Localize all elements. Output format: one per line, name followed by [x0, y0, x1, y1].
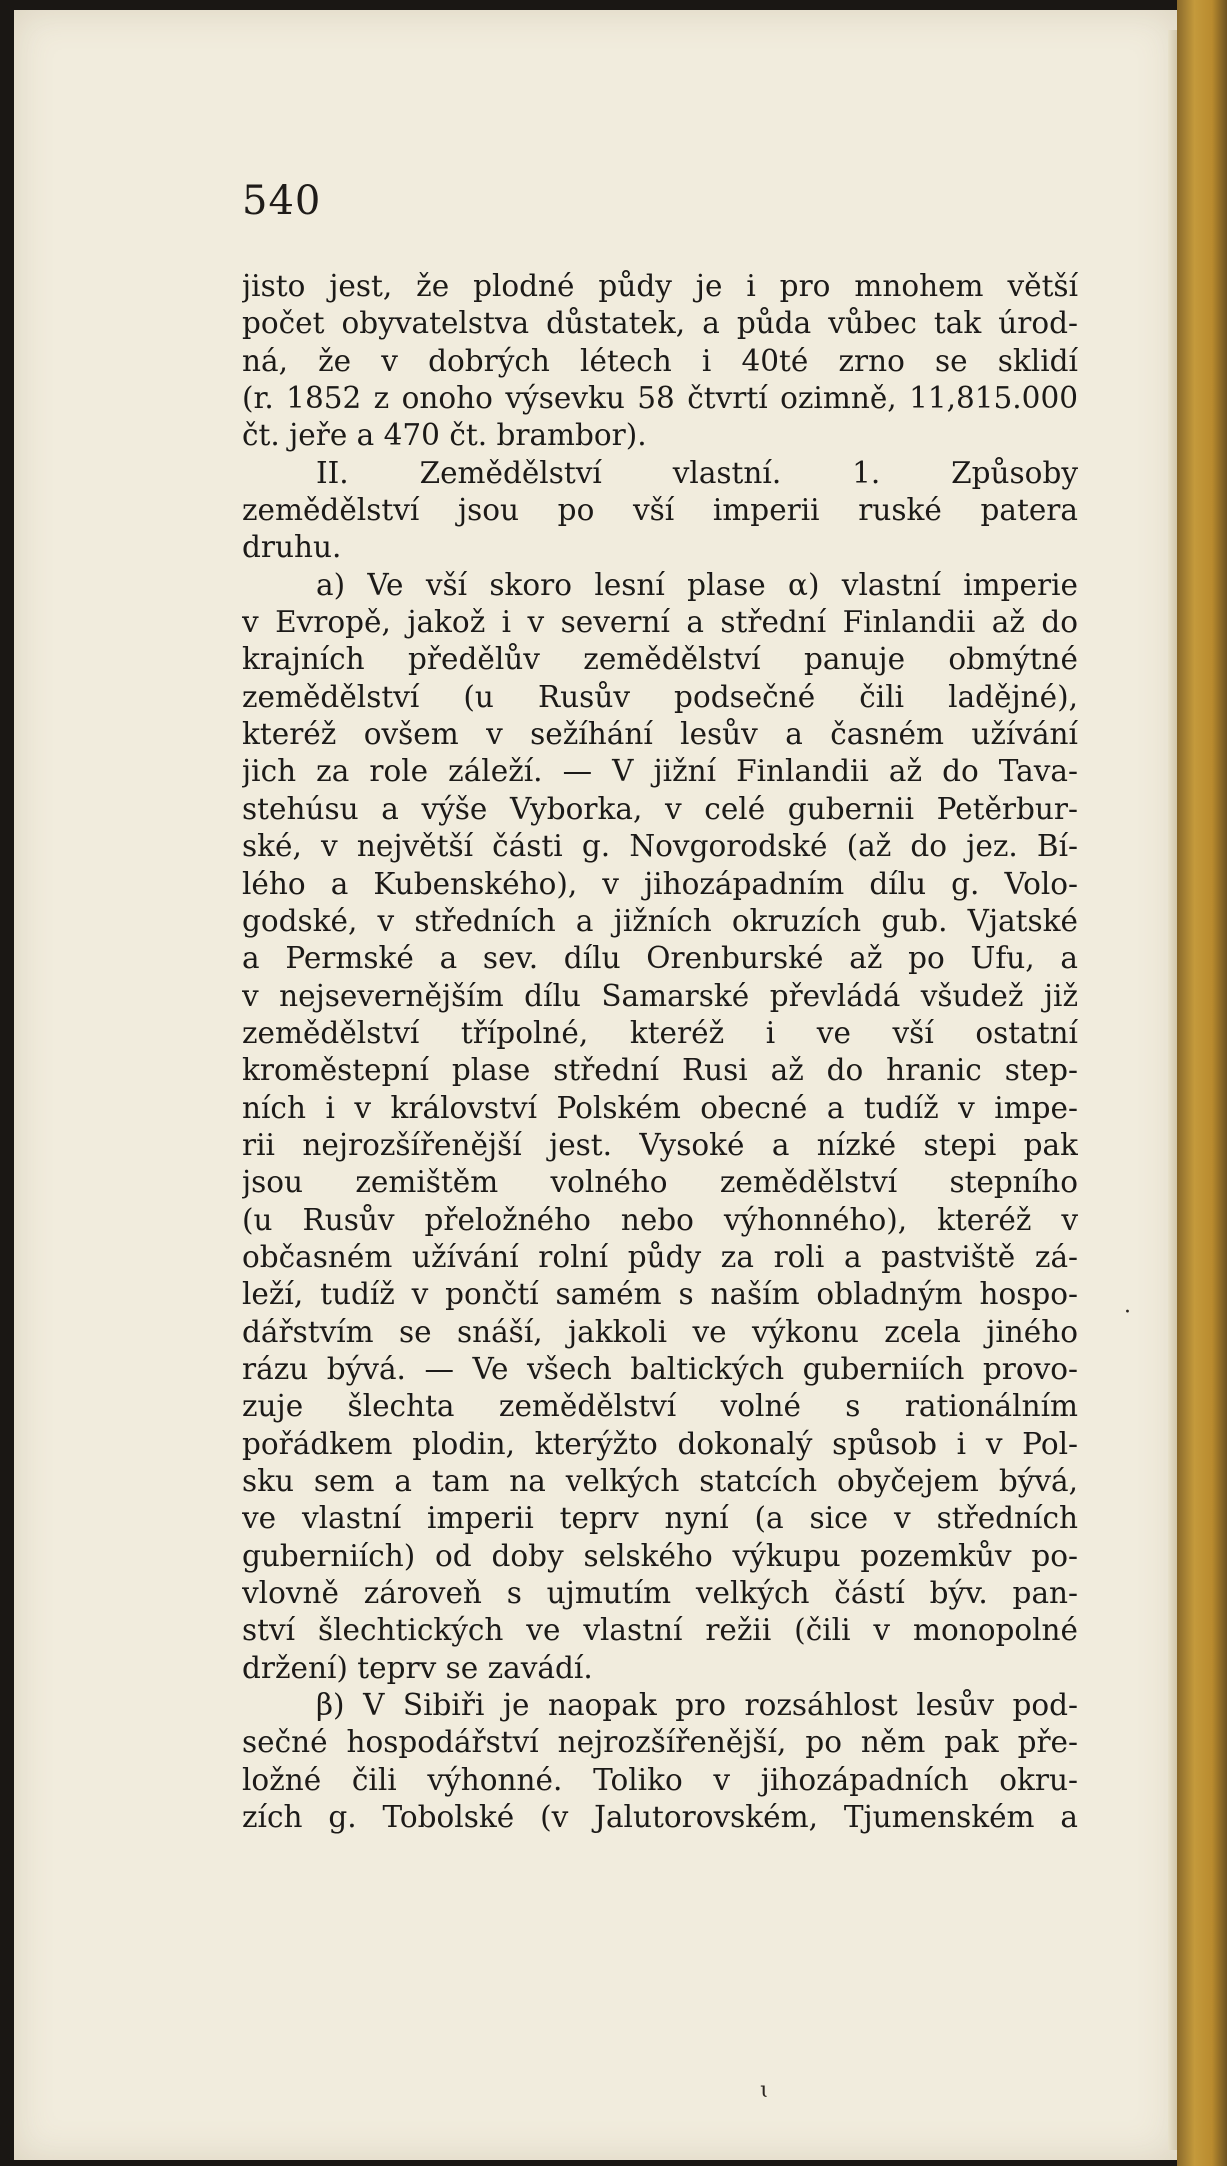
page-number: 540 — [242, 178, 322, 224]
text-line: sku sem a tam na velkých statcích obyčejem bývá, — [242, 1464, 1078, 1498]
text-line: v Evropě, jakož i v severní a střední Finlandii až do — [242, 605, 1078, 640]
text-line: zemědělství (u Rusův podsečné čili ladějné), — [242, 679, 1078, 714]
text-line: II. Zemědělství vlastní. 1. Způsoby — [316, 455, 1078, 490]
text-line: dářstvím se snáší, jakkoli ve výkonu zcela jiného — [242, 1314, 1078, 1349]
text-line: godské, v středních a jižních okruzích gub. Vjatské — [242, 903, 1078, 938]
text-line: ské, v největší části g. Novgorodské (až do jez. Bí- — [242, 829, 1078, 864]
text-line: a Permské a sev. dílu Orenburské až po Ufu, a — [242, 941, 1078, 976]
text-line: ních i v království Polském obecné a tudíž v impe- — [242, 1090, 1078, 1125]
text-line: jisto jest, že plodné půdy je i pro mnohem větší — [242, 269, 1078, 303]
text-line: lého a Kubenského), v jihozápadním dílu g. Volo- — [242, 866, 1078, 901]
text-line: ství šlechtických ve vlastní režii (čili v monopolné — [242, 1613, 1078, 1648]
text-line: krajních předělův zemědělství panuje obmýtné — [242, 642, 1078, 677]
text-line: zemědělství třípolné, kteréž i ve vší ostatní — [242, 1015, 1078, 1050]
text-line: guberniích) od doby selského výkupu pozemkův po- — [242, 1538, 1078, 1573]
stray-ink-mark-bottom: ɩ — [760, 2078, 769, 2103]
text-line: občasném užívání rolní půdy za roli a pastviště zá- — [242, 1239, 1078, 1274]
text-line: v nejsevernějším dílu Samarské převládá všudež již — [242, 978, 1078, 1013]
text-line: držení) teprv se zavádí. — [242, 1650, 593, 1685]
text-line: (r. 1852 z onoho výsevku 58 čtvrtí ozimně, 11,815.000 — [242, 381, 1078, 416]
text-line: ve vlastní imperii teprv nyní (a sice v středních — [242, 1501, 1078, 1536]
text-line: jsou zemištěm volného zemědělství stepního — [242, 1165, 1078, 1200]
stray-ink-mark: · — [1124, 1300, 1131, 1325]
text-line: rii nejrozšířenější jest. Vysoké a nízké stepi pak — [242, 1127, 1078, 1162]
text-line: leží, tudíž v pončtí samém s naším obladným hospo- — [242, 1277, 1078, 1312]
text-line: rázu bývá. — Ve všech baltických guberniích provo- — [242, 1351, 1078, 1386]
text-line: druhu. — [242, 530, 342, 565]
text-line: počet obyvatelstva důstatek, a půda vůbec tak úrod- — [242, 306, 1078, 341]
text-line: β) V Sibiři je naopak pro rozsáhlost lesův pod- — [316, 1688, 1078, 1723]
text-line: kroměstepní plase střední Rusi až do hranic step- — [242, 1053, 1078, 1088]
text-line: sečné hospodářství nejrozšířenější, po něm pak pře- — [242, 1725, 1078, 1760]
text-line: zuje šlechta zemědělství volné s rationálním — [242, 1389, 1078, 1424]
body-text — [242, 268, 1078, 1836]
text-line: čt. jeře a 470 čt. brambor). — [242, 418, 647, 453]
text-line: a) Ve vší skoro lesní plase α) vlastní imperie — [316, 567, 1078, 602]
text-line: stehúsu a výše Vyborka, v celé gubernii Petěrbur- — [242, 791, 1078, 826]
text-line: ná, že v dobrých létech i 40té zrno se sklidí — [242, 343, 1078, 378]
text-line: kteréž ovšem v sežíhání lesův a časném užívání — [242, 717, 1078, 752]
text-line: (u Rusův přeložného nebo výhonného), kteréž v — [242, 1202, 1078, 1237]
text-line: zemědělství jsou po vší imperii ruské patera — [242, 493, 1078, 528]
book-binding-edge — [1177, 0, 1227, 2166]
text-line: pořádkem plodin, kterýžto dokonalý spůsob i v Pol- — [242, 1426, 1078, 1461]
text-line: jich za role záleží. — V jižní Finlandii až do Tava- — [242, 754, 1078, 789]
text-line: zích g. Tobolské (v Jalutorovském, Tjumenském a — [242, 1800, 1078, 1835]
text-line: vlovně zároveň s ujmutím velkých částí býv. pan- — [242, 1576, 1078, 1611]
text-line: ložné čili výhonné. Toliko v jihozápadních okru- — [242, 1762, 1078, 1797]
